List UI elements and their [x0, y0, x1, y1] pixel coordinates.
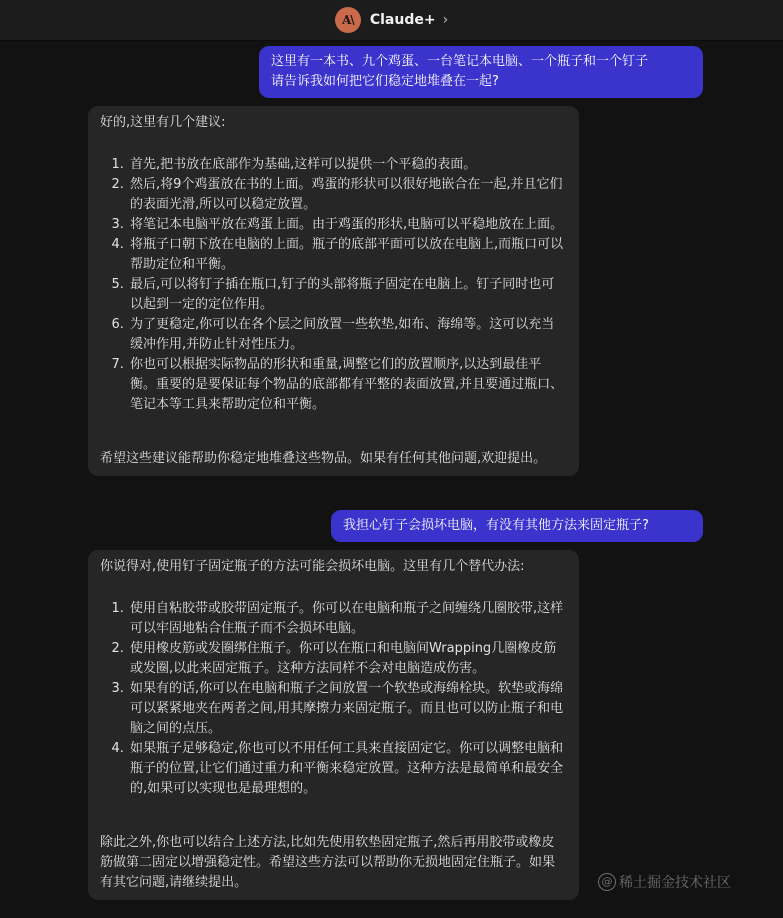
user-message-1 — [259, 46, 703, 98]
list-item: 6. 为了更稳定,你可以在各个层之间放置一些软垫,如布、海绵等。这可以充当缓冲作用,并防止针对性压力。 — [128, 315, 567, 355]
list-item: 3. 将笔记本电脑平放在鸡蛋上面。由于鸡蛋的形状,电脑可以平稳地放在上面。 — [128, 215, 567, 235]
bot-avatar: A\ — [335, 7, 361, 33]
bot-message-1-intro: 好的,这里有几个建议: — [100, 115, 226, 130]
chat-header[interactable] — [0, 0, 783, 41]
user-message-1-line1: 这里有一本书、九个鸡蛋、一台笔记本电脑、一个瓶子和一个钉子 — [271, 54, 649, 69]
bot-message-1-list — [100, 155, 567, 415]
bot-message-1 — [88, 106, 579, 476]
bot-name[interactable]: Claude+ — [369, 12, 436, 28]
watermark — [598, 872, 731, 892]
user-message-1-line2: 请告诉我如何把它们稳定地堆叠在一起? — [271, 74, 499, 89]
bot-message-1-closing: 希望这些建议能帮助你稳定地堆叠这些物品。如果有任何其他问题,欢迎提出。 — [100, 451, 547, 466]
user-message-2-text: 我担心钉子会损坏电脑，有没有其他方法来固定瓶子? — [343, 518, 649, 533]
bot-message-2-list — [100, 599, 567, 799]
user-message-2 — [331, 510, 703, 542]
at-icon: @ — [598, 873, 616, 891]
list-item: 7. 你也可以根据实际物品的形状和重量,调整它们的放置顺序,以达到最佳平衡。重要的是要保证每个物品的底部都有平整的表面放置,并且要通过瓶口、笔记本等工具来帮助定位和平衡。 — [128, 355, 567, 415]
list-item: 4. 将瓶子口朝下放在电脑的上面。瓶子的底部平面可以放在电脑上,而瓶口可以帮助定位和平衡。 — [128, 235, 567, 275]
list-item: 1. 使用自粘胶带或胶带固定瓶子。你可以在电脑和瓶子之间缠绕几圈胶带,这样可以牢固地粘合住瓶子而不会损坏电脑。 — [128, 599, 567, 639]
bot-message-2-closing: 除此之外,你也可以结合上述方法,比如先使用软垫固定瓶子,然后再用胶带或橡皮筋做第二固定以增强稳定性。希望这些方法可以帮助你无损地固定住瓶子。如果有其它问题,请继续提出。 — [100, 835, 556, 890]
list-item: 1. 首先,把书放在底部作为基础,这样可以提供一个平稳的表面。 — [128, 155, 567, 175]
list-item: 4. 如果瓶子足够稳定,你也可以不用任何工具来直接固定它。你可以调整电脑和瓶子的位置,让它们通过重力和平衡来稳定放置。这种方法是最简单和最安全的,如果可以实现也是最理想的。 — [128, 739, 567, 799]
watermark-text: 稀土掘金技术社区 — [619, 875, 731, 891]
list-item: 2. 使用橡皮筋或发圈绑住瓶子。你可以在瓶口和电脑间Wrapping几圈橡皮筋或发圈,以此来固定瓶子。这种方法同样不会对电脑造成伤害。 — [128, 639, 567, 679]
chevron-right-icon[interactable]: › — [442, 12, 449, 28]
bot-message-2-intro: 你说得对,使用钉子固定瓶子的方法可能会损坏电脑。这里有几个替代办法: — [100, 559, 525, 574]
list-item: 2. 然后,将9个鸡蛋放在书的上面。鸡蛋的形状可以很好地嵌合在一起,并且它们的表面光滑,所以可以稳定放置。 — [128, 175, 567, 215]
bot-message-2 — [88, 550, 579, 900]
list-item: 3. 如果有的话,你可以在电脑和瓶子之间放置一个软垫或海绵栓块。软垫或海绵可以紧紧地夹在两者之间,用其摩擦力来固定瓶子。而且也可以防止瓶子和电脑之间的点压。 — [128, 679, 567, 739]
list-item: 5. 最后,可以将钉子插在瓶口,钉子的头部将瓶子固定在电脑上。钉子同时也可以起到一定的定位作用。 — [128, 275, 567, 315]
